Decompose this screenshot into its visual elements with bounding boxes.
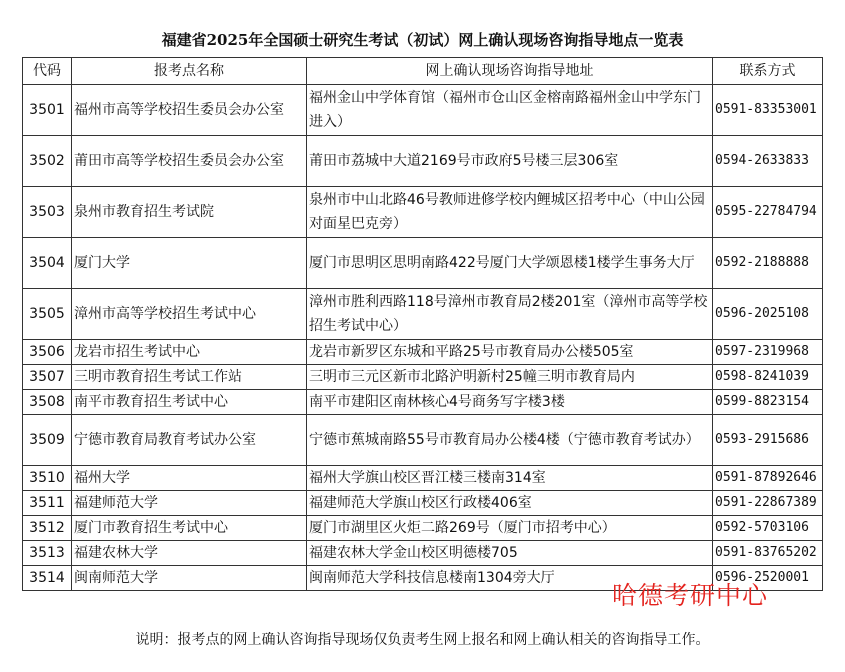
cell-phone: 0593-2915686 <box>713 415 823 466</box>
table-row <box>23 415 823 466</box>
cell-address: 福建农林大学金山校区明德楼705 <box>307 541 713 566</box>
cell-code: 3504 <box>23 238 72 289</box>
cell-code: 3509 <box>23 415 72 466</box>
cell-phone: 0594-2633833 <box>713 136 823 187</box>
cell-code: 3510 <box>23 466 72 491</box>
table-row <box>23 365 823 390</box>
table-row <box>23 136 823 187</box>
cell-name: 福州大学 <box>72 466 307 491</box>
cell-address: 闽南师范大学科技信息楼南1304旁大厅 <box>307 566 713 591</box>
cell-name: 宁德市教育局教育考试办公室 <box>72 415 307 466</box>
cell-code: 3513 <box>23 541 72 566</box>
cell-code: 3503 <box>23 187 72 238</box>
table-row <box>23 466 823 491</box>
table-row <box>23 541 823 566</box>
cell-code: 3514 <box>23 566 72 591</box>
cell-name: 厦门市教育招生考试中心 <box>72 516 307 541</box>
table-row <box>23 289 823 340</box>
cell-code: 3512 <box>23 516 72 541</box>
cell-name: 漳州市高等学校招生考试中心 <box>72 289 307 340</box>
cell-address: 三明市三元区新市北路沪明新村25幢三明市教育局内 <box>307 365 713 390</box>
page-title: 福建省2025年全国硕士研究生考试（初试）网上确认现场咨询指导地点一览表 <box>161 31 684 49</box>
cell-phone: 0592-5703106 <box>713 516 823 541</box>
cell-address: 厦门市湖里区火炬二路269号（厦门市招考中心） <box>307 516 713 541</box>
cell-name: 泉州市教育招生考试院 <box>72 187 307 238</box>
cell-address: 福州大学旗山校区晋江楼三楼南314室 <box>307 466 713 491</box>
cell-code: 3507 <box>23 365 72 390</box>
cell-phone: 0595-22784794 <box>713 187 823 238</box>
cell-code: 3501 <box>23 85 72 136</box>
cell-address: 南平市建阳区南林核心4号商务写字楼3楼 <box>307 390 713 415</box>
cell-code: 3502 <box>23 136 72 187</box>
cell-phone: 0599-8823154 <box>713 390 823 415</box>
cell-phone: 0596-2025108 <box>713 289 823 340</box>
footnote: 说明：报考点的网上确认咨询指导现场仅负责考生网上报名和网上确认相关的咨询指导工作。 <box>135 632 710 648</box>
cell-phone: 0598-8241039 <box>713 365 823 390</box>
cell-address: 漳州市胜利西路118号漳州市教育局2楼201室（漳州市高等学校招生考试中心） <box>307 289 713 340</box>
table-row <box>23 340 823 365</box>
header-contact: 联系方式 <box>713 58 823 85</box>
table-header-row <box>23 58 823 85</box>
table-row <box>23 390 823 415</box>
watermark-text: 哈德考研中心 <box>612 581 769 610</box>
cell-address: 厦门市思明区思明南路422号厦门大学颂恩楼1楼学生事务大厅 <box>307 238 713 289</box>
cell-name: 厦门大学 <box>72 238 307 289</box>
header-code: 代码 <box>23 58 72 85</box>
table-row <box>23 238 823 289</box>
cell-address: 福建师范大学旗山校区行政楼406室 <box>307 491 713 516</box>
table-row <box>23 187 823 238</box>
cell-name: 福建农林大学 <box>72 541 307 566</box>
cell-phone: 0591-83353001 <box>713 85 823 136</box>
cell-name: 三明市教育招生考试工作站 <box>72 365 307 390</box>
cell-name: 龙岩市招生考试中心 <box>72 340 307 365</box>
cell-phone: 0596-2520001 <box>713 566 823 591</box>
cell-phone: 0591-83765202 <box>713 541 823 566</box>
cell-phone: 0592-2188888 <box>713 238 823 289</box>
cell-address: 龙岩市新罗区东城和平路25号市教育局办公楼505室 <box>307 340 713 365</box>
table-row <box>23 516 823 541</box>
cell-name: 闽南师范大学 <box>72 566 307 591</box>
table-row <box>23 566 823 591</box>
cell-name: 福建师范大学 <box>72 491 307 516</box>
cell-name: 莆田市高等学校招生委员会办公室 <box>72 136 307 187</box>
header-name: 报考点名称 <box>72 58 307 85</box>
cell-name: 福州市高等学校招生委员会办公室 <box>72 85 307 136</box>
cell-address: 泉州市中山北路46号教师进修学校内鲤城区招考中心（中山公园对面星巴克旁） <box>307 187 713 238</box>
cell-phone: 0591-22867389 <box>713 491 823 516</box>
header-address: 网上确认现场咨询指导地址 <box>307 58 713 85</box>
cell-name: 南平市教育招生考试中心 <box>72 390 307 415</box>
table-row <box>23 491 823 516</box>
cell-code: 3511 <box>23 491 72 516</box>
cell-code: 3505 <box>23 289 72 340</box>
cell-address: 莆田市荔城中大道2169号市政府5号楼三层306室 <box>307 136 713 187</box>
consult-location-table <box>22 57 823 591</box>
table-row <box>23 85 823 136</box>
cell-code: 3506 <box>23 340 72 365</box>
cell-phone: 0597-2319968 <box>713 340 823 365</box>
cell-address: 福州金山中学体育馆（福州市仓山区金榕南路福州金山中学东门进入） <box>307 85 713 136</box>
cell-phone: 0591-87892646 <box>713 466 823 491</box>
cell-address: 宁德市蕉城南路55号市教育局办公楼4楼（宁德市教育考试办） <box>307 415 713 466</box>
cell-code: 3508 <box>23 390 72 415</box>
